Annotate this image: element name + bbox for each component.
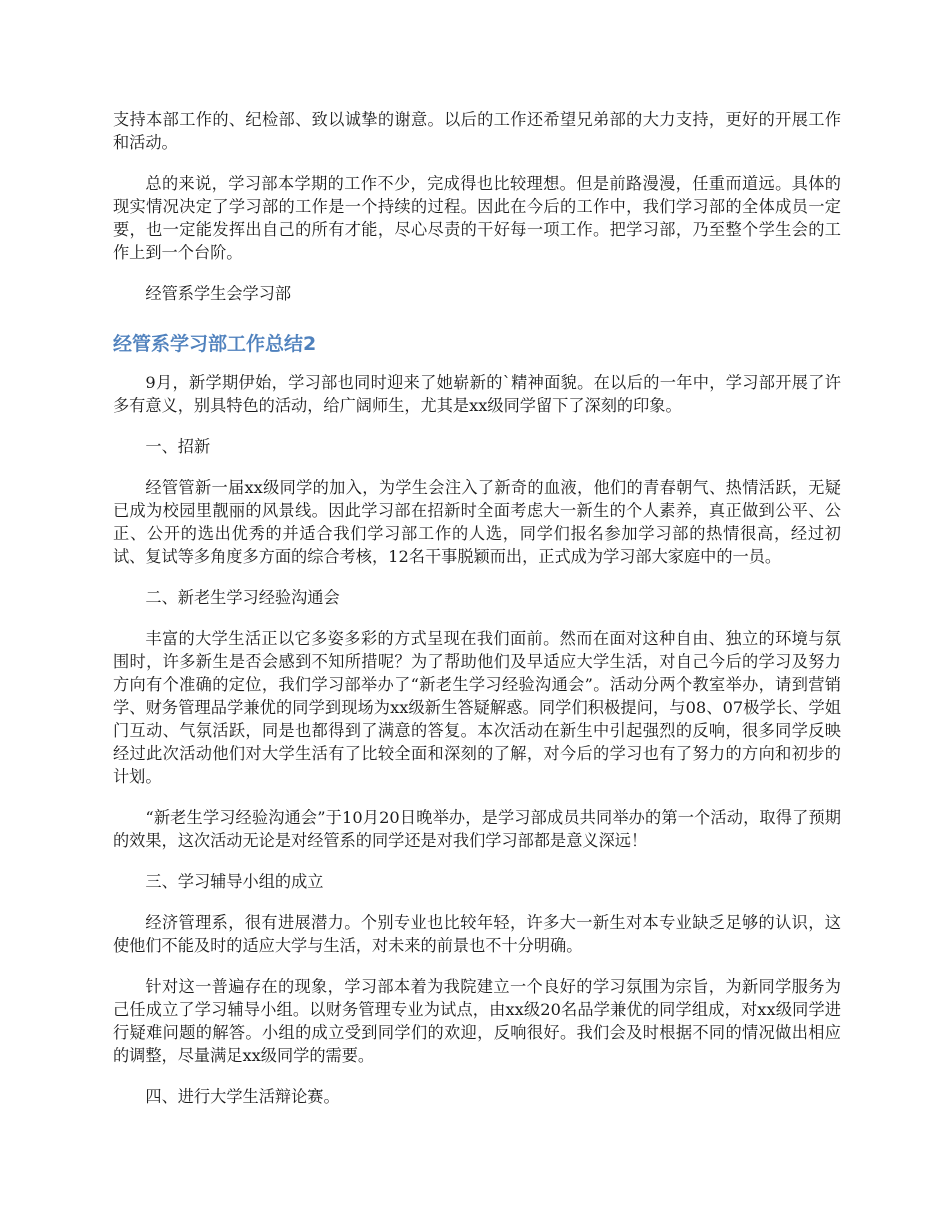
paragraph-continuation: 支持本部工作的、纪检部、致以诚挚的谢意。以后的工作还希望兄弟部的大力支持，更好的开展工作和活动。 xyxy=(113,110,841,152)
section-title: 经管系学习部工作总结2 xyxy=(113,333,317,355)
heading-tutoring-group: 三、学习辅导小组的成立 xyxy=(145,872,324,891)
heading-recruitment: 一、招新 xyxy=(145,437,211,456)
paragraph-recruitment: 经管管新一届xx级同学的加入，为学生会注入了新奇的血液，他们的青春朝气、热情活跃，无疑已成为校园里靓丽的风景线。因此学习部在招新时全面考虑大一新生的个人素养，真正做到公平、公正、公开的选出优秀的并适合我们学习部工作的人选，同学们报名参加学习部的热情很高，经过初试、复试等多角度多方面的综合考核，12名干事脱颖而出，正式成为学习部大家庭中的一员。 xyxy=(113,478,841,566)
paragraph-summary: 总的来说，学习部本学期的工作不少，完成得也比较理想。但是前路漫漫，任重而道远。具体的现实情况决定了学习部的工作是一个持续的过程。因此在今后的工作中，我们学习部的全体成员一定要，也一定能发挥出自己的所有才能，尽心尽责的干好每一项工作。把学习部，乃至整个学生会的工作上到一个台阶。 xyxy=(113,174,841,262)
paragraph-intro: 9月，新学期伊始，学习部也同时迎来了她崭新的`精神面貌。在以后的一年中，学习部开展了许多有意义，别具特色的活动，给广阔师生，尤其是xx级同学留下了深刻的印象。 xyxy=(113,373,841,415)
heading-debate: 四、进行大学生活辩论赛。 xyxy=(145,1087,340,1106)
paragraph-tutoring-background: 经济管理系，很有进展潜力。个别专业也比较年轻，许多大一新生对本专业缺乏足够的认识，这使他们不能及时的适应大学与生活，对未来的前景也不十分明确。 xyxy=(113,913,841,955)
paragraph-exchange-meeting: 丰富的大学生活正以它多姿多彩的方式呈现在我们面前。然而在面对这种自由、独立的环境与氛围时，许多新生是否会感到不知所措呢？为了帮助他们及早适应大学生活，对自己今后的学习及努力方向有个准确的定位，我们学习部举办了“新老生学习经验沟通会”。活动分两个教室举办，请到营销学、财务管理品学兼优的同学到现场为xx级新生答疑解惑。同学们积极提问，与08、07极学长、学姐门互动、气氛活跃，同是也都得到了满意的答复。本次活动在新生中引起强烈的反响，很多同学反映经过此次活动他们对大学生活有了比较全面和深刻的了解，对今后的学习也有了努力的方向和初步的计划。 xyxy=(113,629,841,786)
heading-exchange-meeting: 二、新老生学习经验沟通会 xyxy=(145,588,340,607)
paragraph-signature: 经管系学生会学习部 xyxy=(145,284,292,303)
paragraph-exchange-result: “新老生学习经验沟通会”于10月20日晚举办，是学习部成员共同举办的第一个活动，取得了预期的效果，这次活动无论是对经管系的同学还是对我们学习部都是意义深远！ xyxy=(113,808,841,850)
document-page xyxy=(113,108,841,1126)
paragraph-tutoring-group: 针对这一普遍存在的现象，学习部本着为我院建立一个良好的学习氛围为宗旨，为新同学服务为己任成立了学习辅导小组。以财务管理专业为试点，由xx级20名品学兼优的同学组成，对xx级同学进行疑难问题的解答。小组的成立受到同学们的欢迎，反响很好。我们会及时根据不同的情况做出相应的调整，尽量满足xx级同学的需要。 xyxy=(113,977,841,1065)
